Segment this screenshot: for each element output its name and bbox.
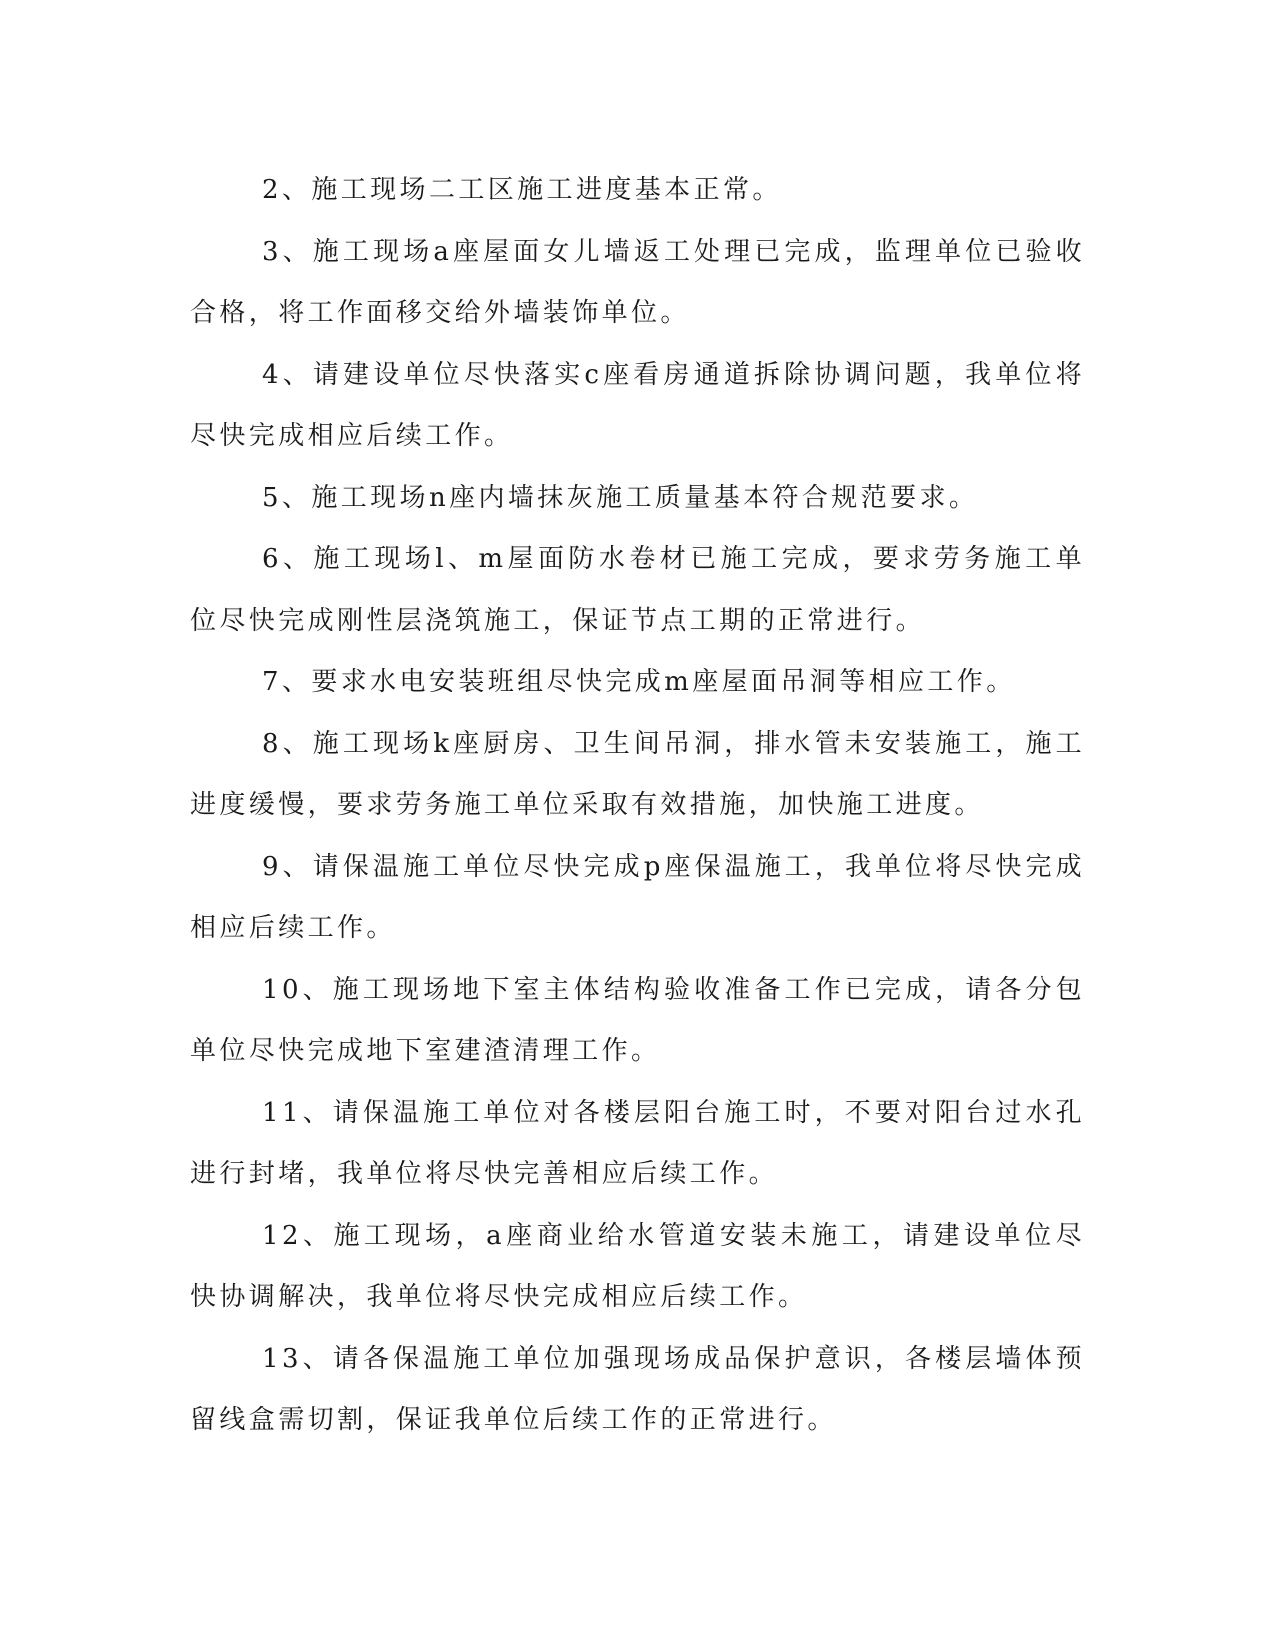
paragraph-item-7: 7、要求水电安装班组尽快完成m座屋面吊洞等相应工作。 — [262, 667, 1016, 697]
paragraph-item-4: 4、请建设单位尽快落实c座看房通道拆除协调问题，我单位将尽快完成相应后续工作。 — [190, 359, 1085, 451]
paragraph-item-2: 2、施工现场二工区施工进度基本正常。 — [262, 175, 782, 205]
paragraph-item-5: 5、施工现场n座内墙抹灰施工质量基本符合规范要求。 — [262, 482, 979, 513]
document-body — [190, 160, 1085, 1452]
paragraph-item-3: 3、施工现场a座屋面女儿墙返工处理已完成，监理单位已验收合格，将工作面移交给外墙装饰单位。 — [190, 236, 1085, 328]
paragraph-item-13: 13、请各保温施工单位加强现场成品保护意识，各楼层墙体预留线盒需切割，保证我单位后续工作的正常进行。 — [190, 1343, 1085, 1435]
paragraph-item-11: 11、请保温施工单位对各楼层阳台施工时，不要对阳台过水孔进行封堵，我单位将尽快完善相应后续工作。 — [190, 1097, 1085, 1189]
paragraph-item-12: 12、施工现场，a座商业给水管道安装未施工，请建设单位尽快协调解决，我单位将尽快完成相应后续工作。 — [190, 1220, 1085, 1312]
paragraph-item-9: 9、请保温施工单位尽快完成p座保温施工，我单位将尽快完成相应后续工作。 — [190, 851, 1085, 943]
paragraph-item-8: 8、施工现场k座厨房、卫生间吊洞，排水管未安装施工，施工进度缓慢，要求劳务施工单位采取有效措施，加快施工进度。 — [190, 728, 1085, 820]
paragraph-item-10: 10、施工现场地下室主体结构验收准备工作已完成，请各分包单位尽快完成地下室建渣清理工作。 — [190, 974, 1085, 1066]
paragraph-item-6: 6、施工现场l、m屋面防水卷材已施工完成，要求劳务施工单位尽快完成刚性层浇筑施工，保证节点工期的正常进行。 — [190, 544, 1085, 636]
